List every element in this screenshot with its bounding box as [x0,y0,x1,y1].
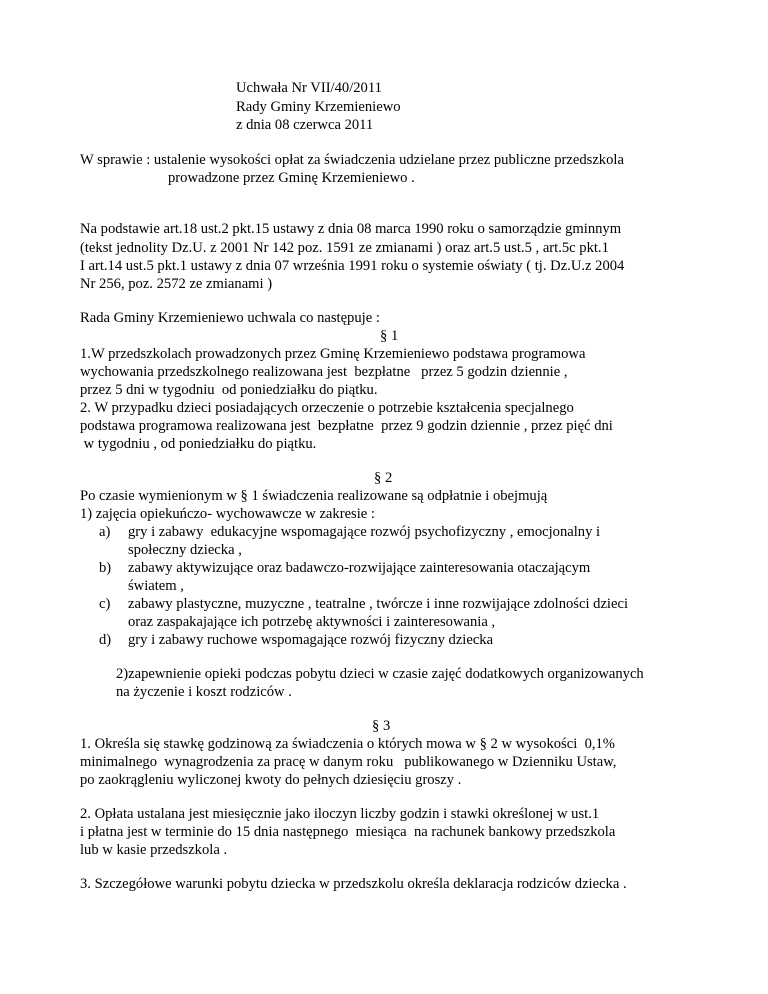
list-item-text: gry i zabawy edukacyjne wspomagające rozwój psychofizyczny , emocjonalny i [128,524,601,540]
resolution-title: Uchwała Nr VII/40/2011 [236,80,382,96]
list-item-text: zabawy aktywizujące oraz badawczo-rozwijające zainteresowania otaczającym [128,560,591,576]
subject-line-1: W sprawie : ustalenie wysokości opłat za świadczenia udzielane przez publiczne przedszkola [80,152,624,168]
list-marker: b) [99,560,112,576]
section-3-para-2: 2. Opłata ustalana jest miesięcznie jako iloczyn liczby godzin i stawki określonej w ust.1 [80,806,600,822]
section-1-line: wychowania przedszkolnego realizowana jest bezpłatne przez 5 godzin dziennie , [80,364,568,380]
list-marker: c) [99,596,111,612]
list-item-text: społeczny dziecka , [128,542,242,558]
section-1-line: podstawa programowa realizowana jest bezpłatne przez 9 godzin dziennie , przez pięć dni [80,418,613,434]
section-3-para-3: 3. Szczegółowe warunki pobytu dziecka w przedszkolu określa deklaracja rodziców dziecka . [80,876,627,892]
section-1-line: w tygodniu , od poniedziałku do piątku. [80,436,317,452]
list-marker: d) [99,632,112,648]
legal-basis-line: Nr 256, poz. 2572 ze zmianami ) [80,276,273,292]
section-2-item-1: 1) zajęcia opiekuńczo- wychowawcze w zakresie : [80,506,375,522]
list-item-text: oraz zaspakajające ich potrzebę aktywności i zainteresowania , [128,614,496,630]
section-2-intro: Po czasie wymienionym w § 1 świadczenia realizowane są odpłatnie i obejmują [80,488,548,504]
section-2-item-2: na życzenie i koszt rodziców . [116,684,292,700]
section-3-para-1: 1. Określa się stawkę godzinową za świadczenia o których mowa w § 2 w wysokości 0,1% [80,736,615,752]
section-1-line: przez 5 dni w tygodniu od poniedziałku do piątku. [80,382,378,398]
resolution-issuer: Rady Gminy Krzemieniewo [236,99,401,115]
section-3-para-1: po zaokrągleniu wyliczonej kwoty do pełnych dziesięciu groszy . [80,772,462,788]
section-1-line: 2. W przypadku dzieci posiadających orzeczenie o potrzebie kształcenia specjalnego [80,400,574,416]
legal-basis-line: I art.14 ust.5 pkt.1 ustawy z dnia 07 września 1991 roku o systemie oświaty ( tj. Dz.U.z 2004 [80,258,625,274]
list-marker: a) [99,524,111,540]
section-1-line: 1.W przedszkolach prowadzonych przez Gminę Krzemieniewo podstawa programowa [80,346,586,362]
section-3-para-2: i płatna jest w terminie do 15 dnia następnego miesiąca na rachunek bankowy przedszkola [80,824,616,840]
section-2-heading: § 2 [374,470,393,486]
section-2-item-2: 2)zapewnienie opieki podczas pobytu dzieci w czasie zajęć dodatkowych organizowanych [116,666,644,682]
section-1-heading: § 1 [380,328,399,344]
list-item-text: światem , [128,578,184,594]
intro-text: Rada Gminy Krzemieniewo uchwala co następuje : [80,310,380,326]
section-3-para-1: minimalnego wynagrodzenia za pracę w danym roku publikowanego w Dzienniku Ustaw, [80,754,617,770]
list-item-text: zabawy plastyczne, muzyczne , teatralne , twórcze i inne rozwijające zdolności dzieci [128,596,628,612]
list-item-text: gry i zabawy ruchowe wspomagające rozwój fizyczny dziecka [128,632,494,648]
subject-line-2: prowadzone przez Gminę Krzemieniewo . [168,170,415,186]
legal-basis-line: (tekst jednolity Dz.U. z 2001 Nr 142 poz. 1591 ze zmianami ) oraz art.5 ust.5 , art.5c pkt.1 [80,240,609,256]
section-3-para-2: lub w kasie przedszkola . [80,842,228,858]
legal-basis-line: Na podstawie art.18 ust.2 pkt.15 ustawy z dnia 08 marca 1990 roku o samorządzie gminnym [80,221,622,237]
resolution-date: z dnia 08 czerwca 2011 [236,117,374,133]
section-3-heading: § 3 [372,718,391,734]
